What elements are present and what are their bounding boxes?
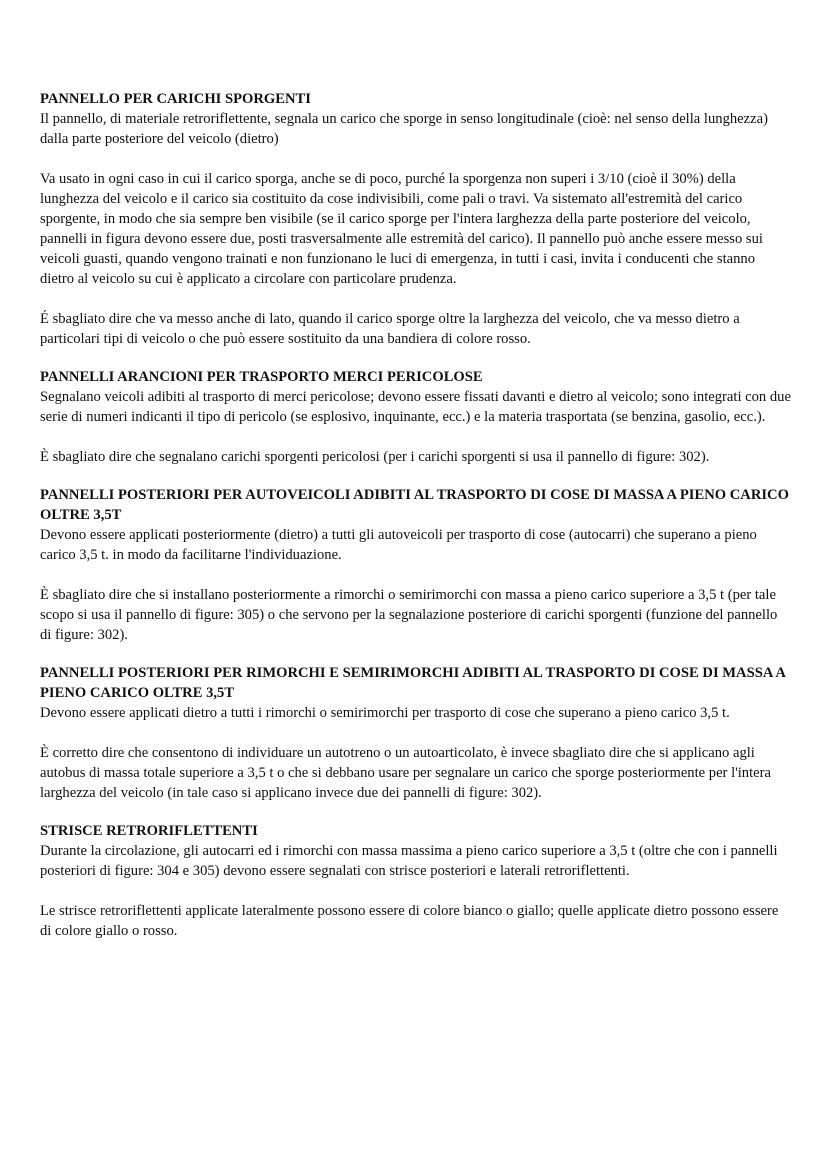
paragraph: Devono essere applicati posteriormente (dietro) a tutti gli autoveicoli per trasporto di cose (autocarri) che superano a pieno carico 3,5 t. in modo da facilitarne l'individuazione. [40,527,757,563]
section-heading: PANNELLI POSTERIORI PER AUTOVEICOLI ADIBITI AL TRASPORTO DI COSE DI MASSA A PIENO CARICO OLTRE 3,5T [40,487,789,523]
paragraph: Va usato in ogni caso in cui il carico sporga, anche se di poco, purché la sporgenza non superi i 3/10 (cioè il 30%) della lunghezza del veicolo e il carico sia costituito da cose indivisibili, come pali o travi. Va sistemato all'estremità del carico sporgente, in modo che sia sempre ben visibile (se il carico sporge per l'intera larghezza della parte posteriore del veicolo, pannelli in figura devono essere due, posti trasversalmente alle estremità del carico). Il pannello può anche essere messo sui veicoli guasti, quando vengono trainati e non funzionano le luci di emergenza, in tutti i casi, invita i conducenti che stanno dietro al veicolo su cui è applicato a circolare con particolare prudenza. [40,171,763,287]
paragraph: Il pannello, di materiale retroriflettente, segnala un carico che sporge in senso longitudinale (cioè: nel senso della lunghezza) dalla parte posteriore del veicolo (dietro) [40,111,768,147]
section-pannelli-arancioni [40,367,792,467]
section-pannelli-posteriori-autoveicoli [40,485,792,645]
paragraph: Segnalano veicoli adibiti al trasporto di merci pericolose; devono essere fissati davanti e dietro al veicolo; sono integrati con due serie di numeri indicanti il tipo di pericolo (se esplosivo, inquinante, ecc.) e la materia trasportata (se benzina, gasolio, ecc.). [40,389,791,425]
paragraph: É sbagliato dire che va messo anche di lato, quando il carico sporge oltre la larghezza del veicolo, che va messo dietro a particolari tipi di veicolo o che può essere sostituito da una bandiera di colore rosso. [40,311,740,347]
paragraph: È sbagliato dire che segnalano carichi sporgenti pericolosi (per i carichi sporgenti si usa il pannello di figure: 302). [40,449,710,465]
section-heading: PANNELLI POSTERIORI PER RIMORCHI E SEMIRIMORCHI ADIBITI AL TRASPORTO DI COSE DI MASSA A PIENO CARICO OLTRE 3,5T [40,665,786,701]
paragraph: È sbagliato dire che si installano posteriormente a rimorchi o semirimorchi con massa a pieno carico superiore a 3,5 t (per tale scopo si usa il pannello di figure: 305) o che servono per la segnalazione posteriore di carichi sporgenti (funzione del pannello di figure: 302). [40,587,778,643]
paragraph: Devono essere applicati dietro a tutti i rimorchi o semirimorchi per trasporto di cose che superano a pieno carico 3,5 t. [40,705,730,721]
paragraph: È corretto dire che consentono di individuare un autotreno o un autoarticolato, è invece sbagliato dire che si applicano agli autobus di massa totale superiore a 3,5 t o che si debbano usare per segnalare un carico che sporge posteriormente per l'intera larghezza del veicolo (in tale caso si applicano invece due dei pannelli di figure: 302). [40,745,771,801]
section-pannello-carichi-sporgenti [40,89,792,349]
section-heading: PANNELLI ARANCIONI PER TRASPORTO MERCI PERICOLOSE [40,369,483,385]
document-page [40,89,792,959]
section-heading: STRISCE RETRORIFLETTENTI [40,823,258,839]
section-pannelli-posteriori-rimorchi [40,663,792,803]
section-heading: PANNELLO PER CARICHI SPORGENTI [40,91,311,107]
paragraph: Le strisce retroriflettenti applicate lateralmente possono essere di colore bianco o giallo; quelle applicate dietro possono essere di colore giallo o rosso. [40,903,779,939]
paragraph: Durante la circolazione, gli autocarri ed i rimorchi con massa massima a pieno carico superiore a 3,5 t (oltre che con i pannelli posteriori di figure: 304 e 305) devono essere segnalati con strisce posteriori e laterali retroriflettenti. [40,843,778,879]
section-strisce-retroriflettenti [40,821,792,941]
